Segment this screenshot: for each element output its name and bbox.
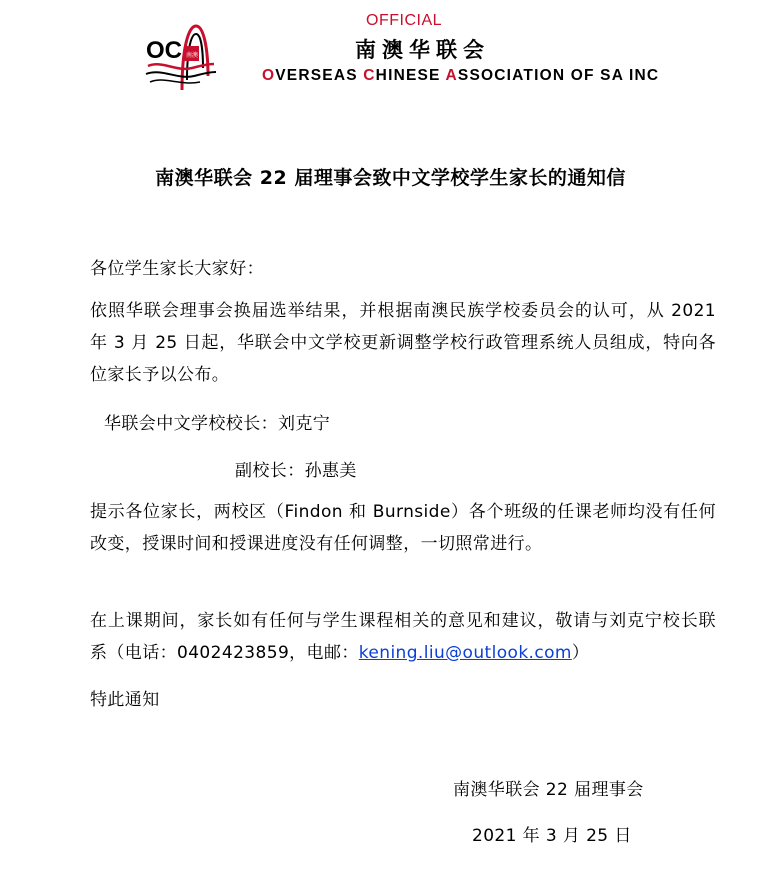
- letter-date: 2021 年 3 月 25 日: [472, 826, 632, 846]
- greeting: 各位学生家长大家好：: [90, 259, 264, 279]
- letter-title: 南澳华联会 22 届理事会致中文学校学生家长的通知信: [155, 167, 626, 189]
- contact-text: 在上课期间，家长如有任何与学生课程相关的意见和建议，敬请与刘克宁校长联系（电话：0402423859，电邮：: [90, 611, 716, 663]
- en-name-part: VERSEAS: [275, 67, 364, 84]
- vice-principal-line: 副校长：孙惠美: [235, 461, 357, 481]
- association-name-chinese: 南澳华联会: [355, 38, 490, 62]
- en-name-part: A: [445, 67, 458, 84]
- logo-text: OC: [146, 37, 182, 64]
- paragraph-announcement: 依照华联会理事会换届选举结果，并根据南澳民族学校委员会的认可，从 2021 年 3 月 25 日起，华联会中文学校更新调整学校行政管理系统人员组成，特向各位家长予以公布。: [90, 301, 716, 385]
- principal-line: 华联会中文学校校长：刘克宁: [104, 414, 331, 434]
- signature: 南澳华联会 22 届理事会: [453, 780, 644, 800]
- email-link[interactable]: kening.liu@outlook.com: [358, 643, 572, 663]
- official-label: OFFICIAL: [366, 12, 443, 29]
- contact-end: ）: [571, 643, 590, 663]
- paragraph-contact: [90, 605, 716, 669]
- en-name-part: SSOCIATION OF SA INC: [457, 67, 660, 84]
- en-name-part: HINESE: [375, 67, 446, 84]
- closing: 特此通知: [90, 690, 160, 710]
- logo-seal: 南澳: [186, 52, 199, 59]
- oca-logo: [142, 20, 218, 92]
- association-name-english: [262, 67, 659, 85]
- en-name-part: O: [262, 67, 276, 84]
- paragraph-reminder: 提示各位家长，两校区（Findon 和 Burnside）各个班级的任课老师均没有任何改变，授课时间和授课进度没有任何调整，一切照常进行。: [90, 502, 716, 554]
- en-name-part: C: [363, 67, 376, 84]
